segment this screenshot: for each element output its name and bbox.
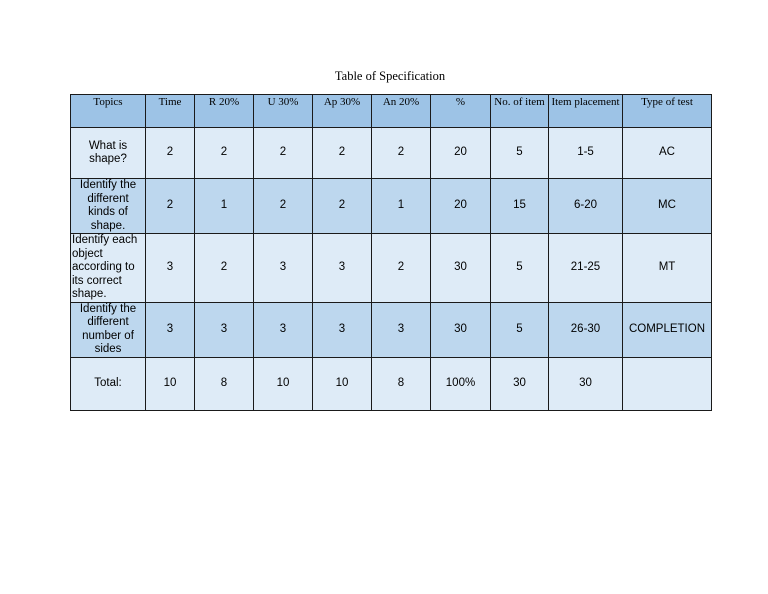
header-applying: Ap 30% (313, 95, 372, 128)
header-number-of-items: No. of item (491, 95, 549, 128)
remembering-cell: 8 (195, 357, 254, 410)
table-header-row (71, 95, 712, 128)
item-count-cell: 5 (491, 234, 549, 303)
applying-cell: 3 (313, 234, 372, 303)
header-topics: Topics (71, 95, 146, 128)
item-count-cell: 15 (491, 179, 549, 234)
time-cell: 3 (146, 302, 195, 357)
remembering-cell: 2 (195, 128, 254, 179)
item-count-cell: 5 (491, 128, 549, 179)
table-row (71, 302, 712, 357)
test-type-cell: MT (623, 234, 712, 303)
analyzing-cell: 1 (372, 179, 431, 234)
item-placement-cell: 30 (549, 357, 623, 410)
item-placement-cell: 26-30 (549, 302, 623, 357)
header-analyzing: An 20% (372, 95, 431, 128)
understanding-cell: 10 (254, 357, 313, 410)
applying-cell: 2 (313, 179, 372, 234)
test-type-cell: AC (623, 128, 712, 179)
table-row (71, 128, 712, 179)
topic-cell: Identify each object according to its correct shape. (71, 234, 146, 303)
topic-cell: What is shape? (71, 128, 146, 179)
analyzing-cell: 8 (372, 357, 431, 410)
test-type-cell: COMPLETION (623, 302, 712, 357)
test-type-cell (623, 357, 712, 410)
table-row (71, 234, 712, 303)
applying-cell: 2 (313, 128, 372, 179)
percent-cell: 30 (431, 234, 491, 303)
time-cell: 3 (146, 234, 195, 303)
topic-cell: Identify the different number of sides (71, 302, 146, 357)
topic-cell: Identify the different kinds of shape. (71, 179, 146, 234)
header-remembering: R 20% (195, 95, 254, 128)
total-label-cell: Total: (71, 357, 146, 410)
analyzing-cell: 2 (372, 128, 431, 179)
table-row (71, 179, 712, 234)
item-placement-cell: 1-5 (549, 128, 623, 179)
table-title: Table of Specification (334, 69, 446, 83)
header-type-of-test: Type of test (623, 95, 712, 128)
applying-cell: 3 (313, 302, 372, 357)
remembering-cell: 2 (195, 234, 254, 303)
specification-table (70, 94, 712, 411)
item-count-cell: 30 (491, 357, 549, 410)
remembering-cell: 1 (195, 179, 254, 234)
understanding-cell: 3 (254, 234, 313, 303)
percent-cell: 20 (431, 179, 491, 234)
percent-cell: 30 (431, 302, 491, 357)
test-type-cell: MC (623, 179, 712, 234)
header-time: Time (146, 95, 195, 128)
analyzing-cell: 2 (372, 234, 431, 303)
remembering-cell: 3 (195, 302, 254, 357)
understanding-cell: 2 (254, 128, 313, 179)
header-percent: % (431, 95, 491, 128)
item-placement-cell: 21-25 (549, 234, 623, 303)
item-count-cell: 5 (491, 302, 549, 357)
header-understanding: U 30% (254, 95, 313, 128)
understanding-cell: 3 (254, 302, 313, 357)
analyzing-cell: 3 (372, 302, 431, 357)
header-item-placement: Item placement (549, 95, 623, 128)
percent-cell: 100% (431, 357, 491, 410)
applying-cell: 10 (313, 357, 372, 410)
item-placement-cell: 6-20 (549, 179, 623, 234)
time-cell: 2 (146, 128, 195, 179)
time-cell: 10 (146, 357, 195, 410)
time-cell: 2 (146, 179, 195, 234)
understanding-cell: 2 (254, 179, 313, 234)
percent-cell: 20 (431, 128, 491, 179)
table-total-row (71, 357, 712, 410)
